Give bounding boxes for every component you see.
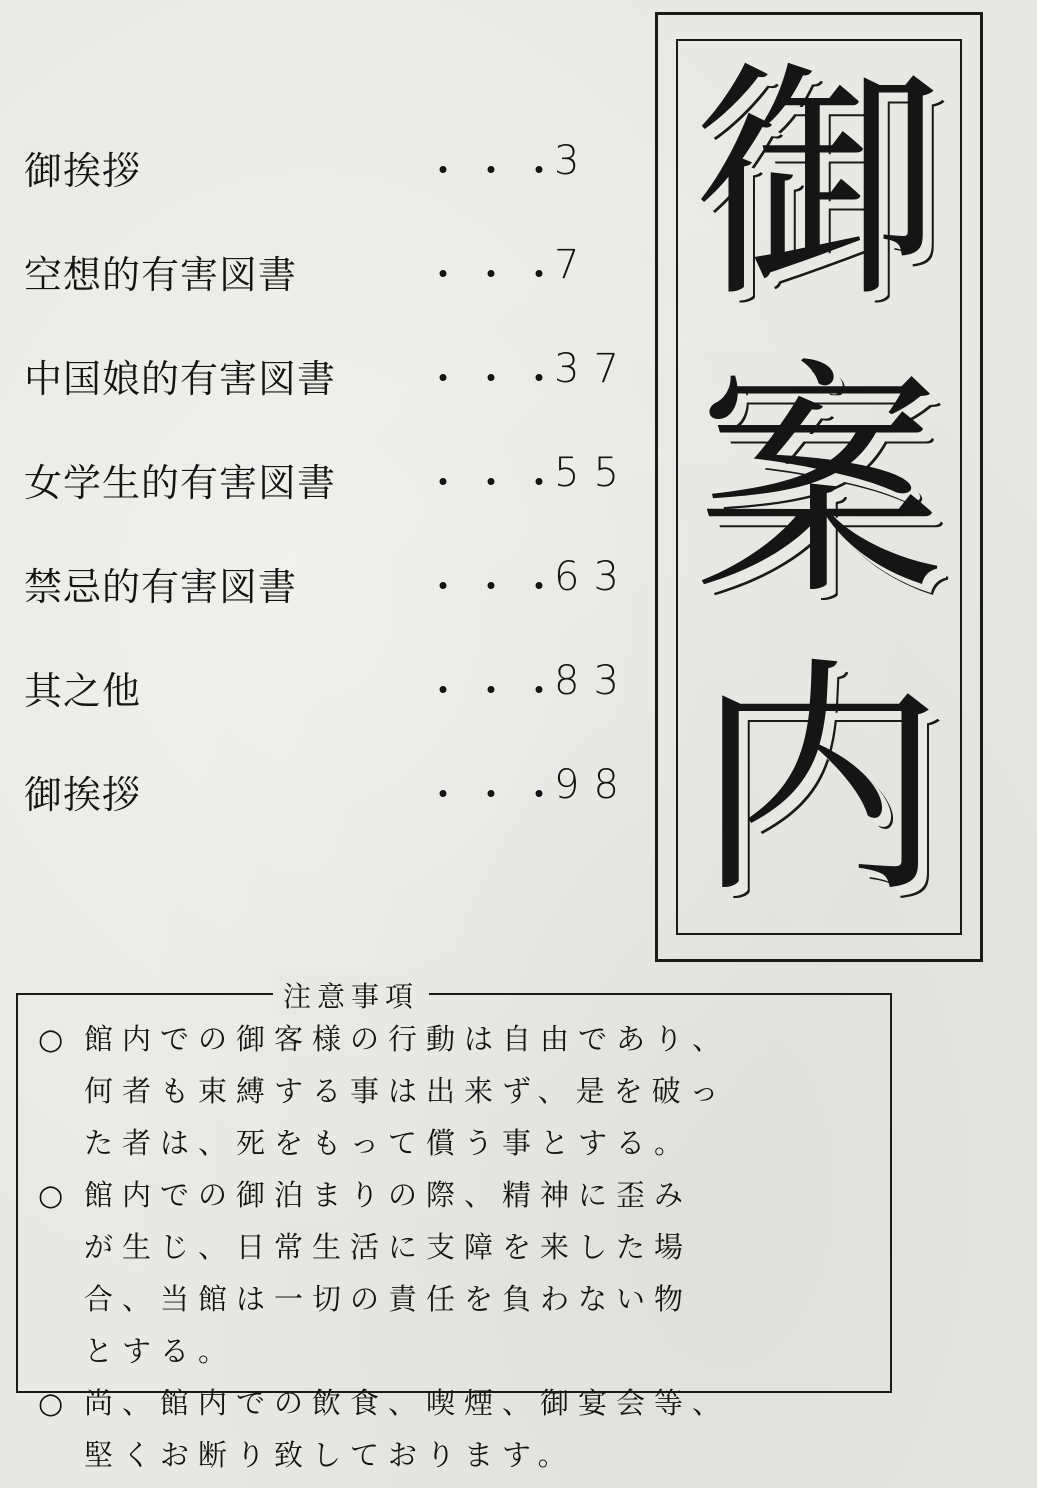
toc-entry-title: 空想的有害図書 [24, 253, 298, 297]
notice-heading: 注意事項 [273, 975, 429, 1015]
toc-entry-title: 禁忌的有害図書 [24, 565, 298, 609]
notice-line-text: た者は、死をもって償う事とする。 [84, 1126, 693, 1160]
notice-line-text: が生じ、日常生活に支障を来した場 [84, 1230, 693, 1264]
notice-line-text: 館内での御泊まりの際、精神に歪み [84, 1178, 693, 1212]
notice-line [38, 1277, 878, 1329]
notice-bullet: ○ [38, 1386, 73, 1420]
toc-entry-page: 7 [554, 242, 594, 288]
title-char: 御 [694, 40, 944, 331]
notice-line-text: 館内での御客様の行動は自由であり、 [84, 1022, 731, 1056]
notice-line-text: とする。 [84, 1334, 237, 1368]
notice-line [38, 1381, 878, 1433]
notice-bullet: ○ [38, 1178, 73, 1212]
table-of-contents [24, 130, 644, 858]
toc-entry-page: 37 [554, 346, 633, 392]
toc-entry [24, 754, 644, 858]
toc-entry-leader: ・・・ [424, 669, 569, 713]
notice-body [38, 1017, 878, 1485]
toc-entry-leader: ・・・ [424, 461, 569, 505]
toc-entry-page: 3 [554, 138, 594, 184]
toc-entry [24, 650, 644, 754]
title-inner-frame [676, 39, 962, 935]
notice-line [38, 1433, 878, 1485]
toc-entry-page: 55 [554, 450, 633, 496]
notice-line-text: 堅くお断り致しております。 [84, 1438, 576, 1472]
toc-entry-leader: ・・・ [424, 357, 569, 401]
notice-line [38, 1121, 878, 1173]
toc-entry-page: 83 [554, 658, 633, 704]
toc-entry-title: 其之他 [24, 669, 142, 713]
toc-entry-leader: ・・・ [424, 565, 569, 609]
toc-entry [24, 546, 644, 650]
toc-entry [24, 442, 644, 546]
toc-entry-page: 63 [554, 554, 633, 600]
notice-box [16, 980, 892, 1472]
toc-entry-title: 女学生的有害図書 [24, 461, 337, 505]
notice-line-text: 何者も束縛する事は出来ず、是を破っ [84, 1074, 728, 1108]
notice-line [38, 1173, 878, 1225]
title-char: 内 [694, 636, 944, 927]
title-frame [655, 12, 983, 962]
toc-entry-leader: ・・・ [424, 773, 569, 817]
notice-line [38, 1225, 878, 1277]
toc-entry-page: 98 [554, 762, 633, 808]
notice-line-text: 尚、館内での飲食、喫煙、御宴会等、 [84, 1386, 731, 1420]
notice-bullet: ○ [38, 1022, 73, 1056]
toc-entry-leader: ・・・ [424, 253, 569, 297]
notice-line [38, 1069, 878, 1121]
notice-line [38, 1017, 878, 1069]
toc-entry-leader: ・・・ [424, 149, 569, 193]
toc-entry [24, 234, 644, 338]
title-char: 案 [694, 338, 944, 629]
toc-entry-title: 御挨拶 [24, 773, 142, 817]
notice-line-text: 合、当館は一切の責任を負わない物 [84, 1282, 693, 1316]
toc-entry [24, 338, 644, 442]
notice-line [38, 1329, 878, 1381]
toc-entry [24, 130, 644, 234]
toc-entry-title: 中国娘的有害図書 [24, 357, 337, 401]
toc-entry-title: 御挨拶 [24, 149, 142, 193]
